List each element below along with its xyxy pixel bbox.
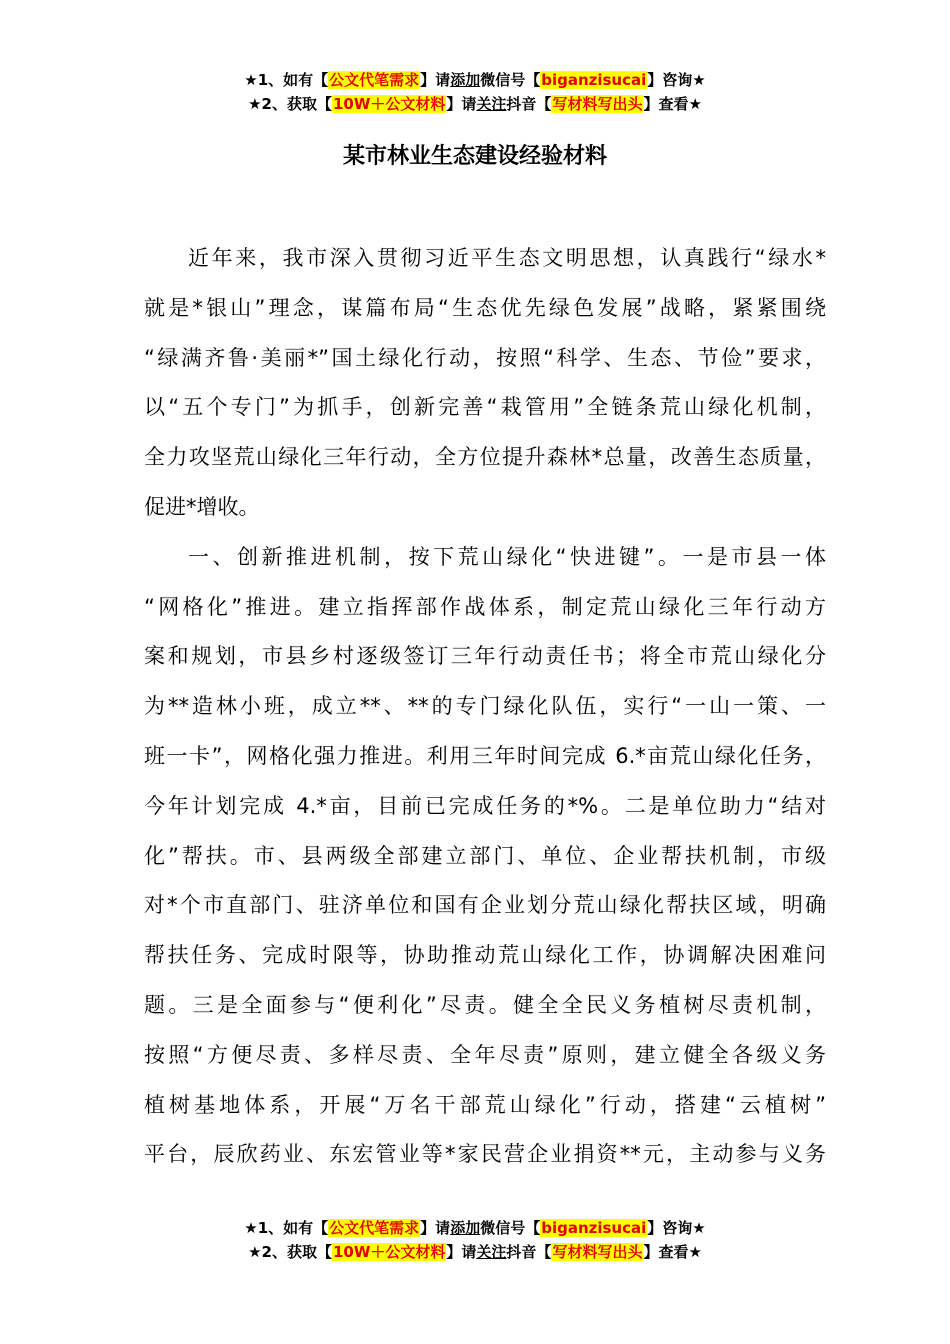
promo-highlight: 10W＋公文材料 [332, 1243, 446, 1261]
promo-header [0, 68, 950, 116]
body-line: 近年来，我市深入贯彻习近平生态文明思想，认真践行“绿水* [188, 246, 826, 270]
promo-text: 】查看★ [643, 1243, 702, 1261]
body-line: 促进*增收。 [144, 494, 260, 519]
body-line: “网格化”推进。建立指挥部作战体系，制定荒山绿化三年行动方 [144, 594, 826, 619]
promo-text: 抖音【 [506, 95, 552, 113]
body-line: 平台，辰欣药业、东宏管业等*家民营企业捐资**元，主动参与义务 [144, 1142, 826, 1167]
body-line: 按照“方便尽责、多样尽责、全年尽责”原则，建立健全各级义务 [144, 1042, 826, 1067]
promo-text: 】请 [420, 71, 451, 89]
promo-text: 微信号【 [480, 71, 541, 89]
document-body [144, 234, 826, 1180]
promo-highlight: 公文代笔需求 [329, 71, 420, 89]
document-title: 某市林业生态建设经验材料 [342, 144, 607, 169]
promo-highlight: 写材料写出头 [552, 95, 643, 113]
body-line: 就是*银山”理念，谋篇布局“生态优先绿色发展”战略，紧紧围绕 [144, 295, 826, 320]
promo-text: 】请 [420, 1219, 451, 1237]
promo-text: 】请 [446, 1243, 477, 1261]
promo-underlined: 关注 [476, 95, 507, 113]
promo-line-2 [0, 92, 950, 116]
promo-line-1 [0, 1216, 950, 1240]
promo-text: ★1、如有【 [244, 71, 329, 89]
promo-text: 】查看★ [643, 95, 702, 113]
promo-highlight: 写材料写出头 [552, 1243, 643, 1261]
body-line: 案和规划，市县乡村逐级签订三年行动责任书；将全市荒山绿化分 [144, 644, 826, 669]
body-line: 植树基地体系，开展“万名干部荒山绿化”行动，搭建“云植树” [144, 1092, 826, 1117]
body-line: 一、创新推进机制，按下荒山绿化“快进键”。一是市县一体 [188, 544, 826, 569]
promo-text: ★2、获取【 [248, 95, 332, 113]
promo-underlined: 添加 [450, 1219, 481, 1237]
promo-highlight: 10W＋公文材料 [332, 95, 446, 113]
promo-text: 抖音【 [506, 1243, 552, 1261]
promo-text: 】请 [446, 95, 477, 113]
promo-highlight: biganzisucai [541, 71, 647, 89]
promo-text: ★2、获取【 [248, 1243, 332, 1261]
promo-text: 】咨询★ [647, 1219, 706, 1237]
promo-underlined: 添加 [450, 71, 481, 89]
body-line: 为**造林小班，成立**、**的专门绿化队伍，实行“一山一策、一 [144, 694, 826, 719]
promo-text: 】咨询★ [647, 71, 706, 89]
body-line: 题。三是全面参与“便利化”尽责。健全全民义务植树尽责机制， [144, 992, 826, 1017]
body-line: 以“五个专门”为抓手，创新完善“栽管用”全链条荒山绿化机制， [144, 395, 826, 420]
promo-highlight: 公文代笔需求 [329, 1219, 420, 1237]
promo-highlight: biganzisucai [541, 1219, 647, 1237]
body-line: 帮扶任务、完成时限等，协助推动荒山绿化工作，协调解决困难问 [144, 943, 826, 968]
body-line: 对*个市直部门、驻济单位和国有企业划分荒山绿化帮扶区域，明确 [144, 893, 826, 918]
body-line: 今年计划完成 4.*亩，目前已完成任务的*%。二是单位助力“结对 [144, 793, 826, 818]
promo-line-1 [0, 68, 950, 92]
body-line: 化”帮扶。市、县两级全部建立部门、单位、企业帮扶机制，市级 [144, 843, 826, 868]
body-line: 班一卡”，网格化强力推进。利用三年时间完成 6.*亩荒山绿化任务， [144, 743, 826, 768]
promo-line-2 [0, 1240, 950, 1264]
promo-text: ★1、如有【 [244, 1219, 329, 1237]
promo-footer [0, 1216, 950, 1264]
promo-underlined: 关注 [476, 1243, 507, 1261]
body-line: “绿满齐鲁·美丽*”国土绿化行动，按照“科学、生态、节俭”要求， [144, 345, 826, 370]
promo-text: 微信号【 [480, 1219, 541, 1237]
body-line: 全力攻坚荒山绿化三年行动，全方位提升森林*总量，改善生态质量， [144, 445, 826, 470]
